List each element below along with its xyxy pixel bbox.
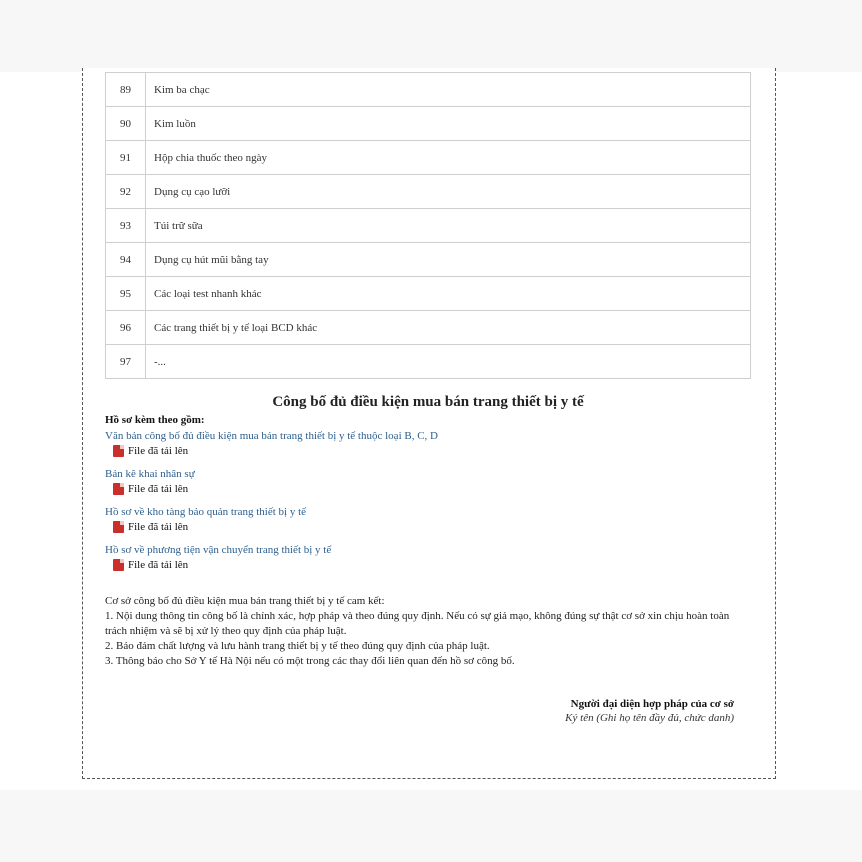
table-row [106, 107, 751, 141]
equipment-name: Kim ba chạc [146, 73, 751, 107]
row-number: 94 [106, 243, 146, 277]
signature-block [440, 698, 734, 724]
bottom-band [0, 790, 862, 862]
table-row [106, 311, 751, 345]
equipment-name: Dụng cụ hút mũi bằng tay [146, 243, 751, 277]
equipment-name: Túi trữ sữa [146, 209, 751, 243]
equipment-name: Dụng cụ cạo lưỡi [146, 175, 751, 209]
attachments-list [105, 429, 745, 581]
uploaded-file[interactable] [113, 483, 745, 495]
pdf-file-icon [113, 483, 124, 495]
row-number: 97 [106, 345, 146, 379]
signature-hint: Ký tên (Ghi họ tên đầy đủ, chức danh) [565, 712, 734, 724]
row-number: 92 [106, 175, 146, 209]
equipment-name: -... [146, 345, 751, 379]
row-number: 93 [106, 209, 146, 243]
attachment-item [105, 543, 745, 581]
pdf-file-icon [113, 445, 124, 457]
table-row [106, 277, 751, 311]
table-row [106, 209, 751, 243]
signature-role: Người đại diện hợp pháp của cơ sở [570, 698, 734, 710]
attachment-item [105, 467, 745, 505]
row-number: 91 [106, 141, 146, 175]
row-number: 90 [106, 107, 146, 141]
uploaded-file[interactable] [113, 559, 745, 571]
attachment-link[interactable]: Hồ sơ về kho tàng bảo quản trang thiết bị y tế [105, 506, 307, 518]
row-number: 89 [106, 73, 146, 107]
table-row [106, 243, 751, 277]
equipment-table [105, 72, 751, 379]
attachment-link[interactable]: Văn bản công bố đủ điều kiện mua bán trang thiết bị y tế thuộc loại B, C, D [105, 430, 438, 442]
uploaded-file-label[interactable]: File đã tải lên [128, 521, 189, 533]
row-number: 95 [106, 277, 146, 311]
equipment-name: Kim luồn [146, 107, 751, 141]
equipment-name: Hộp chia thuốc theo ngày [146, 141, 751, 175]
uploaded-file[interactable] [113, 445, 745, 457]
attachments-label: Hồ sơ kèm theo gồm: [105, 414, 205, 426]
page-title: Công bố đủ điều kiện mua bán trang thiết bị y tế [272, 394, 584, 410]
equipment-name: Các trang thiết bị y tế loại BCD khác [146, 311, 751, 345]
pdf-file-icon [113, 521, 124, 533]
commitment-point: 3. Thông báo cho Sở Y tế Hà Nội nếu có một trong các thay đổi liên quan đến hồ sơ công bố. [105, 655, 515, 667]
equipment-name: Các loại test nhanh khác [146, 277, 751, 311]
attachment-item [105, 505, 745, 543]
table-row [106, 175, 751, 209]
uploaded-file-label[interactable]: File đã tải lên [128, 483, 189, 495]
attachment-link[interactable]: Bản kê khai nhân sự [105, 468, 195, 480]
uploaded-file-label[interactable]: File đã tải lên [128, 559, 189, 571]
uploaded-file[interactable] [113, 521, 745, 533]
top-band [0, 0, 862, 72]
table-row [106, 73, 751, 107]
pdf-file-icon [113, 559, 124, 571]
table-row [106, 141, 751, 175]
commitment-intro: Cơ sở công bố đủ điều kiện mua bán trang thiết bị y tế cam kết: [105, 595, 385, 607]
row-number: 96 [106, 311, 146, 345]
attachment-link[interactable]: Hồ sơ về phương tiện vận chuyển trang thiết bị y tế [105, 544, 332, 556]
table-row [106, 345, 751, 379]
commitment-section [105, 594, 745, 669]
commitment-point: 1. Nội dung thông tin công bố là chính xác, hợp pháp và theo đúng quy định. Nếu có sự giả mạo, không đúng sự thật cơ sở xin chịu hoàn toàn trách nhiệm và sẽ bị xử lý theo quy định của pháp luật. [105, 610, 730, 637]
uploaded-file-label[interactable]: File đã tải lên [128, 445, 189, 457]
commitment-point: 2. Bảo đảm chất lượng và lưu hành trang thiết bị y tế theo đúng quy định của pháp luật. [105, 640, 490, 652]
attachment-item [105, 429, 745, 467]
